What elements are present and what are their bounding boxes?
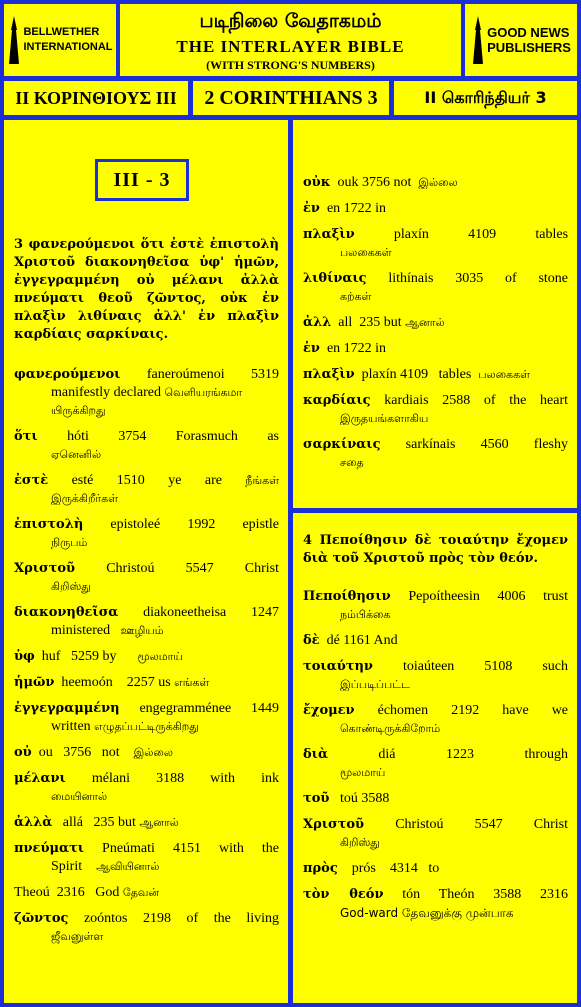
- word-entry: [303, 270, 568, 306]
- english-gloss: Christ: [244, 561, 280, 576]
- greek-word: Χριστοῦ: [303, 817, 365, 832]
- tamil-gloss: பலகைகள்: [478, 368, 531, 381]
- english-gloss: epistle: [242, 517, 280, 532]
- left-column: [14, 236, 279, 946]
- english-gloss: trust: [543, 589, 568, 604]
- greek-word: πλαξὶν: [303, 227, 355, 242]
- translit: all: [338, 315, 353, 330]
- strong-number: 2192: [451, 703, 480, 718]
- english-gloss: manifestly declared: [51, 385, 162, 400]
- greek-word: Χριστοῦ: [14, 561, 76, 576]
- translit: zoóntos: [83, 911, 128, 926]
- word-entry: [14, 700, 279, 736]
- english-gloss: through: [524, 747, 568, 762]
- tamil-gloss: நீங்கள்: [245, 474, 280, 487]
- strong-number: 3756: [361, 175, 390, 190]
- translit: plaxín: [393, 227, 429, 242]
- english-gloss: And: [373, 633, 398, 648]
- word-entry: [303, 658, 568, 694]
- word-entry: [14, 428, 279, 464]
- word-entry: [303, 436, 568, 472]
- strong-number: 4109: [468, 227, 497, 242]
- strong-number: 1247: [251, 605, 279, 620]
- greek-word: τοιαύτην: [303, 659, 373, 674]
- strong-number: 1992: [187, 517, 216, 532]
- tamil-gloss: மூலமாய்: [137, 650, 183, 663]
- english-gloss: us: [158, 675, 171, 690]
- greek-word: φανερούμενοι: [14, 367, 121, 382]
- greek-word: τὸν θεόν: [303, 887, 384, 902]
- tamil-gloss-2: யிருக்கிறது: [51, 404, 106, 417]
- greek-word: ζῶντος: [14, 911, 69, 926]
- tamil-gloss: எங்கள்: [174, 676, 210, 689]
- strong-number: 4560: [480, 437, 509, 452]
- word-entry: [14, 648, 279, 666]
- strong-number: 3588 2316: [493, 887, 569, 902]
- translit: plaxín: [361, 367, 397, 382]
- tamil-gloss: மையினால்: [51, 790, 108, 803]
- book-header-tamil: [394, 81, 577, 115]
- strong-number: 235: [359, 315, 381, 330]
- translit: kardiais: [384, 393, 429, 408]
- strong-number: 3756: [63, 745, 92, 760]
- right-bottom-column: [303, 532, 568, 923]
- word-entry: [303, 366, 568, 384]
- word-entry: [303, 860, 568, 878]
- word-entry: [303, 790, 568, 808]
- word-entry: [14, 910, 279, 946]
- english-gloss: tables: [438, 367, 472, 382]
- strong-number: 3588: [361, 791, 390, 806]
- strong-number: 1722: [343, 201, 372, 216]
- tamil-gloss: ஆவியினால்: [96, 860, 160, 873]
- translit: engegramménee: [139, 701, 232, 716]
- translit: en: [326, 201, 341, 216]
- translit: Christoú: [395, 817, 444, 832]
- translit: huf: [41, 649, 61, 664]
- strong-number: 2198: [143, 911, 172, 926]
- english-gloss: ministered: [51, 623, 111, 638]
- english-gloss: ye are: [168, 473, 222, 488]
- translit: mélani: [91, 771, 131, 786]
- translit: faneroúmenoi: [146, 367, 225, 382]
- translit: dé: [326, 633, 340, 648]
- translit: toú: [339, 791, 358, 806]
- word-entry: [14, 840, 279, 876]
- word-entry: [303, 392, 568, 428]
- tamil-gloss-2: இருக்கிறீர்கள்: [51, 492, 119, 505]
- title-sub: (WITH STRONG'S NUMBERS): [206, 58, 375, 72]
- tamil-gloss: கிறிஸ்து: [51, 580, 91, 593]
- greek-word: ἡμῶν: [14, 675, 55, 690]
- strong-number: 3188: [156, 771, 185, 786]
- greek-word: καρδίαις: [303, 393, 371, 408]
- strong-number: 3035: [455, 271, 484, 286]
- translit: esté: [71, 473, 94, 488]
- logo-right-box: [465, 4, 577, 76]
- word-entry: [14, 366, 279, 420]
- greek-word: ἐν: [303, 341, 320, 356]
- tamil-gloss: இப்படிப்பட்ட: [340, 678, 410, 691]
- word-entry: [303, 174, 568, 192]
- translit: ou: [38, 745, 53, 760]
- logo-right-line1: GOOD NEWS: [487, 25, 570, 40]
- strong-number: 3754: [118, 429, 147, 444]
- tamil-gloss: சதை: [340, 456, 364, 469]
- english-tamil-gloss: God-ward தேவனுக்கு முன்பாக: [340, 906, 514, 920]
- translit: lithínais: [388, 271, 434, 286]
- greek-word: διὰ: [303, 747, 328, 762]
- english-gloss: but: [383, 315, 402, 330]
- word-entry: [303, 702, 568, 738]
- tamil-gloss: கிறிஸ்து: [340, 836, 380, 849]
- verse-4-greek-text: 4 Πεποίθησιν δὲ τοιαύτην ἔχομεν διὰ τοῦ Χριστοῦ πρὸς τὸν θεόν.: [303, 533, 568, 566]
- english-gloss: of the heart: [483, 393, 569, 408]
- translit: diakoneetheisa: [143, 605, 227, 620]
- word-entry: [14, 472, 279, 508]
- tamil-gloss: ஆனால்: [405, 316, 445, 329]
- greek-word: πλαξὶν: [303, 367, 355, 382]
- translit: prós: [351, 861, 376, 876]
- english-gloss: in: [375, 201, 387, 216]
- word-entry: [14, 560, 279, 596]
- tamil-gloss: எழுதப்பட்டிருக்கிறது: [94, 720, 199, 733]
- english-gloss: God: [95, 885, 120, 900]
- english-gloss: to: [428, 861, 440, 876]
- strong-number: 235: [93, 815, 115, 830]
- greek-word: ἐπιστολὴ: [14, 517, 84, 532]
- english-gloss: not: [101, 745, 120, 760]
- english-gloss: such: [542, 659, 569, 674]
- greek-word: οὐ: [14, 745, 32, 760]
- english-gloss: Christ: [533, 817, 569, 832]
- english-gloss: Forasmuch as: [175, 429, 279, 444]
- tamil-gloss: பலகைகள்: [340, 246, 392, 259]
- english-gloss: by: [102, 649, 117, 664]
- strong-number: 4006: [497, 589, 526, 604]
- translit: Theoú: [14, 885, 50, 900]
- strong-number: 5547: [185, 561, 214, 576]
- word-entry: [303, 816, 568, 852]
- word-entry: [303, 746, 568, 782]
- greek-word: τοῦ: [303, 791, 330, 806]
- logo-left-line2: INTERNATIONAL: [23, 41, 113, 53]
- greek-word: ἐγγεγραμμένη: [14, 701, 120, 716]
- english-gloss: but: [117, 815, 136, 830]
- tamil-gloss: ஊழியம்: [120, 624, 164, 637]
- strong-number: 4151: [172, 841, 201, 856]
- strong-number: 1223: [445, 747, 474, 762]
- title-box: [120, 4, 461, 76]
- word-entry: [14, 770, 279, 806]
- english-gloss-2: Spirit: [51, 859, 83, 874]
- tamil-gloss: கொண்டிருக்கிறோம்: [340, 722, 441, 735]
- greek-word: ἐστὲ: [14, 473, 49, 488]
- word-entry: [303, 340, 568, 358]
- bell-tower-icon: [7, 16, 21, 64]
- greek-word: οὐκ: [303, 175, 331, 190]
- word-entry: [14, 674, 279, 692]
- tamil-gloss: இல்லை: [133, 746, 173, 759]
- translit: toiaúteen: [402, 659, 455, 674]
- translit: ouk: [337, 175, 359, 190]
- translit: hóti: [67, 429, 89, 444]
- translit: epistoleé: [110, 517, 161, 532]
- word-entry: [303, 632, 568, 650]
- tamil-gloss: ஜீவனுள்ள: [51, 930, 104, 943]
- translit: Christoú: [106, 561, 155, 576]
- book-header-english: [193, 81, 389, 115]
- tamil-gloss: தேவன்: [122, 886, 160, 899]
- translit: en: [326, 341, 341, 356]
- word-entry: [303, 226, 568, 262]
- strong-number: 4109: [400, 367, 429, 382]
- word-entry: [303, 314, 568, 332]
- logo-left-line1: BELLWETHER: [23, 26, 100, 38]
- greek-word: ὅτι: [14, 429, 38, 444]
- english-gloss: of stone: [505, 271, 569, 286]
- translit: échomen: [377, 703, 429, 718]
- chapter-verse-box: III - 3: [95, 159, 189, 201]
- tamil-gloss: இருதயங்களாகிய: [340, 412, 429, 425]
- tamil-gloss: நம்பிக்கை: [340, 608, 391, 621]
- greek-word: λιθίναις: [303, 271, 367, 286]
- greek-word: σαρκίναις: [303, 437, 381, 452]
- tamil-gloss: ஏனெனில்: [51, 448, 102, 461]
- title-main: THE INTERLAYER BIBLE: [176, 37, 405, 56]
- greek-word: ἀλλ: [303, 315, 332, 330]
- greek-word: πνεύματι: [14, 841, 85, 856]
- word-entry: [303, 200, 568, 218]
- greek-word: ἀλλὰ: [14, 815, 53, 830]
- english-gloss: with ink: [210, 771, 279, 786]
- verse-3-greek-text: 3 φανερούμενοι ὅτι ἐστὲ ἐπιστολὴ Χριστοῦ διακονηθεῖσα ὑφ' ἡμῶν, ἐγγεγραμμένη οὐ μέλανι ἀλλὰ πνεύματι θεοῦ ζῶντος, οὐκ ἐν πλαξὶν λιθίναις ἀλλ' ἐν πλαξὶν καρδίαις σαρκίναις.: [14, 237, 279, 342]
- english-gloss: fleshy: [533, 437, 568, 452]
- greek-word: ὑφ: [14, 649, 35, 664]
- strong-number: 2588: [442, 393, 471, 408]
- translit: tón Theón: [402, 887, 475, 902]
- greek-word: δὲ: [303, 633, 320, 648]
- logo-left-box: [4, 4, 116, 76]
- strong-number: 1161: [343, 633, 371, 648]
- title-tamil: படிநிலை வேதாகமம்: [199, 10, 382, 32]
- tamil-gloss: நிருபம்: [51, 536, 88, 549]
- english-gloss: with the: [219, 841, 280, 856]
- book-english-label: 2 CORINTHIANS 3: [204, 86, 378, 109]
- greek-word: ἐν: [303, 201, 320, 216]
- word-entry: [303, 588, 568, 624]
- english-gloss: have we: [502, 703, 569, 718]
- tamil-gloss: இல்லை: [418, 176, 458, 189]
- tamil-gloss: வெளியரங்கமா: [164, 386, 243, 399]
- book-tamil-label: II கொரிந்தியர் 3: [424, 87, 547, 107]
- tower-icon: [471, 16, 485, 64]
- word-entry: [14, 744, 279, 762]
- translit: heemoón: [61, 675, 113, 690]
- book-greek-label: II ΚΟΡΙΝΘΙΟΥΣ III: [15, 87, 177, 108]
- tamil-gloss: மூலமாய்: [340, 766, 386, 779]
- bellwether-logo: [7, 16, 112, 64]
- greek-word: ἔχομεν: [303, 703, 355, 718]
- strong-number: 5108: [484, 659, 513, 674]
- english-gloss: written: [51, 719, 91, 734]
- book-header-greek: [4, 81, 188, 115]
- logo-right-line2: PUBLISHERS: [487, 40, 571, 55]
- word-entry: [14, 814, 279, 832]
- translit: diá: [378, 747, 396, 762]
- strong-number: 2257: [126, 675, 155, 690]
- greek-word: πρὸς: [303, 861, 338, 876]
- greek-word: διακονηθεῖσα: [14, 605, 119, 620]
- strong-number: 4314: [389, 861, 418, 876]
- translit: sarkínais: [405, 437, 456, 452]
- english-gloss: tables: [535, 227, 569, 242]
- strong-number: 1510: [116, 473, 145, 488]
- word-entry: [14, 604, 279, 640]
- english-gloss: not: [393, 175, 412, 190]
- strong-number: 5319: [251, 367, 279, 382]
- word-entry: [303, 886, 568, 923]
- strong-number: 5547: [474, 817, 503, 832]
- strong-number: 1449: [251, 701, 279, 716]
- english-gloss: of the living: [186, 911, 280, 926]
- greek-word: Πεποίθησιν: [303, 589, 391, 604]
- tamil-gloss: கற்கள்: [340, 290, 372, 303]
- word-entry: [14, 884, 279, 902]
- strong-number: 2316: [56, 885, 85, 900]
- translit: Pneúmati: [102, 841, 155, 856]
- strong-number: 5259: [70, 649, 99, 664]
- english-gloss: in: [375, 341, 387, 356]
- strong-number: 1722: [343, 341, 372, 356]
- word-entry: [14, 516, 279, 552]
- right-top-column: [303, 168, 568, 472]
- goodnews-logo: [471, 16, 571, 64]
- tamil-gloss: ஆனால்: [139, 816, 179, 829]
- greek-word: μέλανι: [14, 771, 66, 786]
- translit: allá: [62, 815, 83, 830]
- translit: Pepoítheesin: [408, 589, 480, 604]
